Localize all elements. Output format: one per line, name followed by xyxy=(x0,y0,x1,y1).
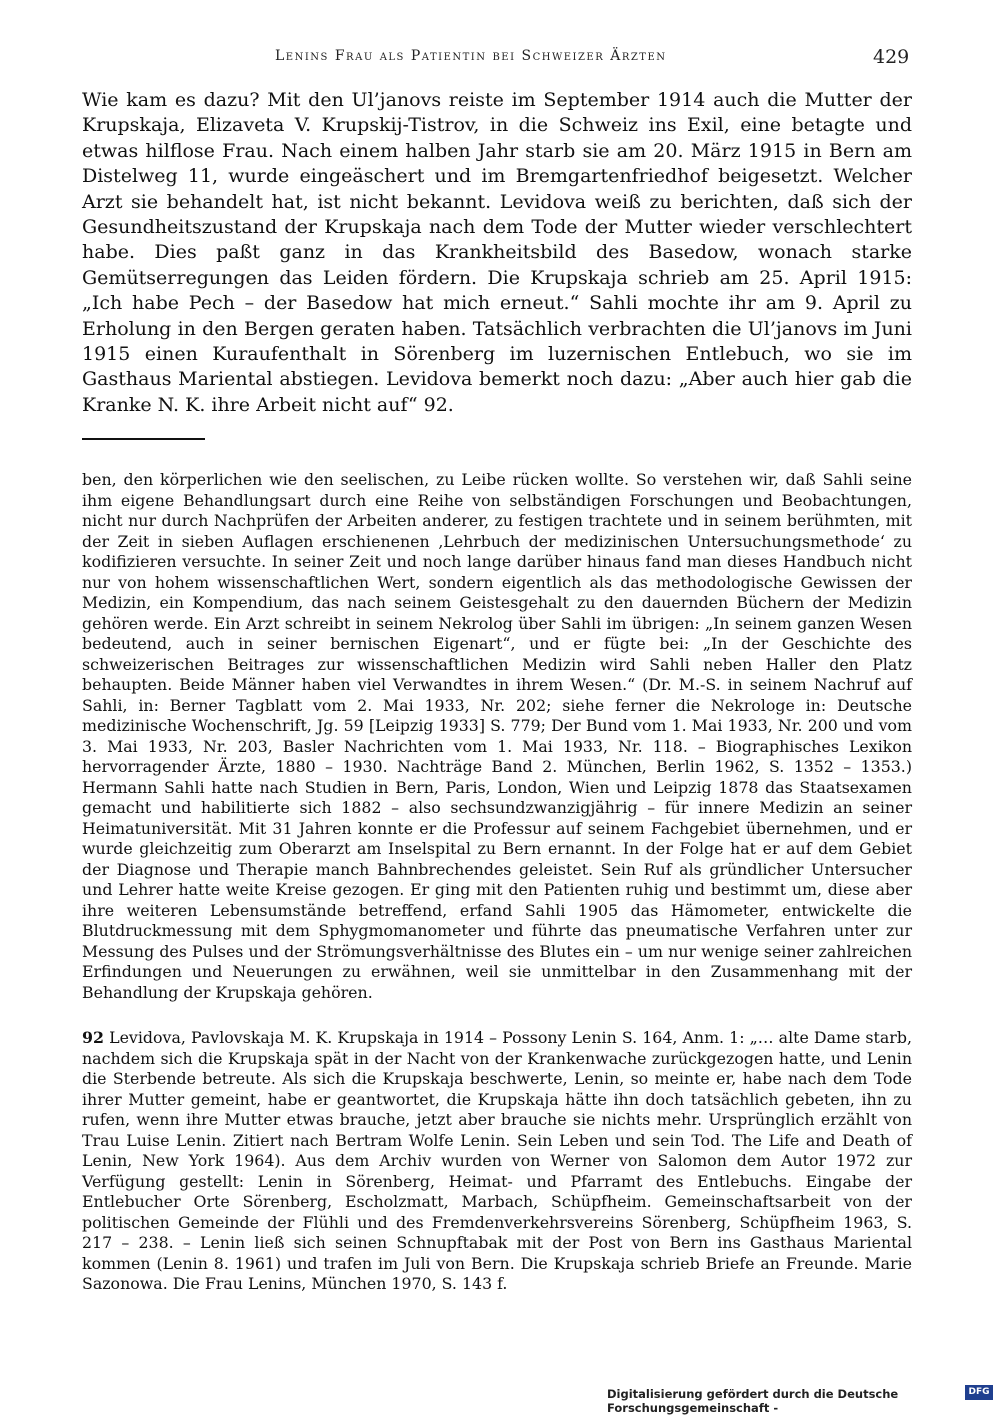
footnote-92 xyxy=(82,1028,912,1295)
footnote-continuation: ben, den körperlichen wie den seelischen, zu Leibe rücken wollte. So verstehen wir, daß Sahli seine ihm eigene Behandlungsart durch eine Reihe von selbständigen Forschungen und Beobachtungen, nicht nur durch Nachprüfen der Arbeiten anderer, zu festigen trachtete und in seinem berühmten, mit der Zeit in sieben Auflagen erschienenen ‚Lehrbuch der medizinischen Untersuchungsmethode‘ zu kodifizieren versuchte. In seiner Zeit und noch lange darüber hinaus fand man dieses Handbuch nicht nur von hohem wissenschaftlichen Wert, sondern eigentlich als das methodologische Gewissen der Medizin, ein Kompendium, das nach seinem Geistesgehalt zu den dauernden Büchern der Medizin gehören werde. Ein Arzt schreibt in seinem Nekrolog über Sahli im übrigen: „In seinem ganzen Wesen bedeutend, auch in seiner bernischen Eigenart“, und er fügte bei: „In der Geschichte des schweizerischen Beitrages zur wissenschaftlichen Medizin wird Sahli neben Haller den Platz behaupten. Beide Männer haben viel Verwandtes in ihrem Wesen.“ (Dr. M.-S. in seinem Nachruf auf Sahli, in: Berner Tagblatt vom 2. Mai 1933, Nr. 202; siehe ferner die Nekrologe in: Deutsche medizinische Wochenschrift, Jg. 59 [Leipzig 1933] S. 779; Der Bund vom 1. Mai 1933, Nr. 200 und vom 3. Mai 1933, Nr. 203, Basler Nachrichten vom 1. Mai 1933, Nr. 118. – Biographisches Lexikon hervorragender Ärzte, 1880 – 1930. Nachträge Band 2. München, Berlin 1962, S. 1352 – 1353.) Hermann Sahli hatte nach Studien in Bern, Paris, London, Wien und Leipzig 1878 das Staatsexamen gemacht und habilitierte sich 1882 – also sechsundzwanzigjährig – für innere Medizin an seiner Heimatuniversität. Mit 31 Jahren konnte er die Professur auf seinem Fachgebiet übernehmen, und er wurde gleichzeitig zum Oberarzt am Inselspital zu Bern ernannt. In der Folge hat er auf dem Gebiet der Diagnose und Therapie manch Bahnbrechendes geleistet. Sein Ruf als gründlicher Untersucher und Lehrer hatte weite Kreise gezogen. Er ging mit den Patienten ruhig und bestimmt um, diese aber ihre weiteren Lebensumstände betreffend, erfand Sahli 1905 das Hämometer, entwickelte die Blutdruckmessung mit dem Sphygmomanometer und führte das pneumatische Verfahren unter zur Messung des Pulses und der Strömungsverhältnisse des Blutes ein – um nur wenige seiner zahlreichen Erfindungen und Neuerungen zu erwähnen, weil sie unmittelbar in den Zusammenhang mit der Behandlung der Krupskaja gehören. xyxy=(82,470,912,1002)
digitization-footer: Digitalisierung gefördert durch die Deutsche Forschungsgemeinschaft - xyxy=(607,1387,899,1415)
footnote-92-text: Levidova, Pavlovskaja M. K. Krupskaja in 1914 – Possony Lenin S. 164, Anm. 1: „… alte Dame starb, nachdem sich die Krupskaja spät in der Nacht von der Krankenwache zurückgezogen hatte, und Lenin die Sterbende betreute. Als sich die Krupskaja beschwerte, Lenin, so meinte er, habe nach dem Tode ihrer Mutter gemeint, habe er geantwortet, die Krupskaja hätte ihn doch tatsächlich gebeten, ihn zu rufen, wenn ihre Mutter etwas brauche, jetzt aber brauche sie nichts mehr. Ursprünglich erzählt von Trau Luise Lenin. Zitiert nach Bertram Wolfe Lenin. Sein Leben und sein Tod. The Life and Death of Lenin, New York 1964). Aus dem Archiv wurden von Werner von Salomon dem Autor 1972 zur Verfügung gestellt: Lenin in Sörenberg, Heimat- und Pfarramt des Entlebuchs. Eingabe der Entlebucher Orte Sörenberg, Escholzmatt, Marbach, Schüpfheim. Gemeinschaftsarbeit von der politischen Gemeinde der Flühli und des Fremdenverkehrsvereins Sörenberg, Schüpfheim 1963, S. 217 – 238. – Lenin ließ sich seinen Schnupftabak mit der Post von Bern ins Gasthaus Mariental kommen (Lenin 8. 1961) und trafen im Juli von Bern. Die Krupskaja schrieb Briefe an Freunde. Marie Sazonowa. Die Frau Lenins, München 1970, S. 143 f. xyxy=(82,1028,912,1293)
footnote-separator xyxy=(82,438,205,440)
page-number: 429 xyxy=(873,46,910,68)
running-head: Lenins Frau als Patientin bei Schweizer Ärzten xyxy=(275,48,667,64)
footnote-92-marker: 92 xyxy=(82,1028,104,1047)
main-paragraph: Wie kam es dazu? Mit den Ul’janovs reiste im September 1914 auch die Mutter der Krupskaja, Elizaveta V. Krupskij-Tistrov, in die Schweiz ins Exil, eine betagte und etwas hilflose Frau. Nach einem halben Jahr starb sie am 20. März 1915 in Bern am Distelweg 11, wurde eingeäschert und im Bremgartenfriedhof beigesetzt. Welcher Arzt sie behandelt hat, ist nicht bekannt. Levidova weiß zu berichten, daß sich der Gesundheitszustand der Krupskaja nach dem Tode der Mutter wieder verschlechtert habe. Dies paßt ganz in das Krankheitsbild des Basedow, wonach starke Gemütserregungen das Leiden fördern. Die Krupskaja schrieb am 25. April 1915: „Ich habe Pech – der Basedow hat mich erneut.“ Sahli mochte ihr am 9. April zu Erholung in den Bergen geraten haben. Tatsächlich verbrachten die Ul’janovs im Juni 1915 einen Kuraufenthalt in Sörenberg im luzernischen Entlebuch, wo sie im Gasthaus Mariental abstiegen. Levidova bemerkt noch dazu: „Aber auch hier gab die Kranke N. K. ihre Arbeit nicht auf“ 92. xyxy=(82,89,912,416)
dfg-logo: DFG xyxy=(965,1385,993,1400)
